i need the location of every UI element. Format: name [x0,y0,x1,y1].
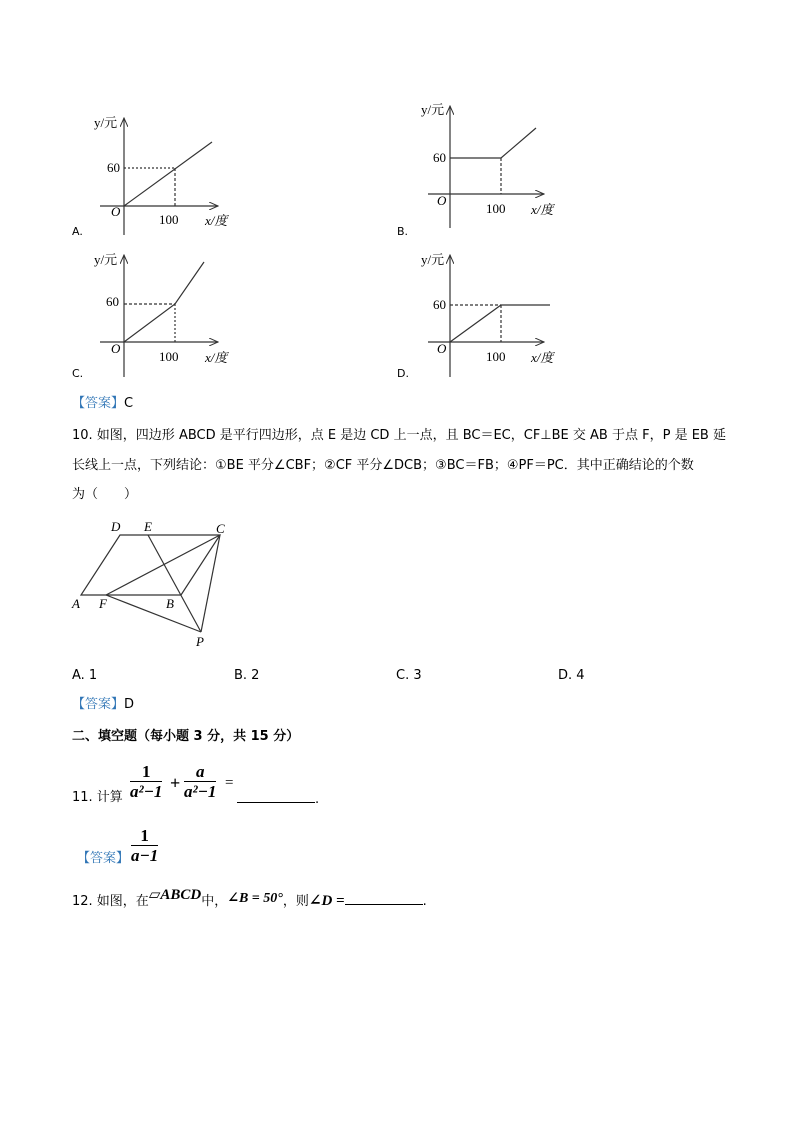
q11-answer-blank[interactable] [237,790,319,808]
point-c-label: C [216,521,225,536]
option-c-label: C. [72,367,84,380]
segment-fp [106,595,201,632]
q10-option-d: D. 4 [558,668,585,683]
q11-answer-tag: 【答案】 [77,851,130,866]
angle-b-given: ∠B = 50° [227,891,283,906]
option-d-label: D. [397,367,409,380]
graph-d-y-tick: 60 [433,297,446,312]
graph-d-x-tick: 100 [486,349,506,364]
graph-a-y-tick: 60 [107,160,120,175]
point-a-label: A [72,596,80,611]
answer-value: C [124,396,134,411]
q12-mid: 中， [201,894,228,909]
point-d-label: D [111,519,121,534]
point-p-label: P [196,634,204,649]
section-heading: 二、填空题（每小题 3 分，共 15 分） [72,729,300,744]
graph-c-y-tick: 60 [106,294,119,309]
parallelogram-abcd-label: ▱ABCD [148,887,202,903]
graph-b-y-label: y/元 [421,102,445,117]
answer-value: D [124,697,135,712]
q11-prefix: 11. 计算 [72,790,123,805]
graph-b-y-tick: 60 [433,150,446,165]
graph-c-y-label: y/元 [94,252,118,267]
period: . [422,894,427,909]
fraction-numerator: 1 [141,762,151,781]
fraction-denominator: a²−1 [184,782,217,801]
q11-answer-fraction [131,826,158,865]
graph-d-origin: O [437,341,447,356]
q12-answer-blank[interactable] [345,892,423,905]
graph-d-x-label: x/度 [531,350,554,365]
q11-fraction-2 [184,762,216,801]
point-b-label: B [166,596,174,611]
fraction-denominator: a²−1 [130,782,163,801]
fraction-numerator: 1 [140,826,149,845]
graph-b-x-tick: 100 [486,201,506,216]
equals-sign: = [225,775,234,791]
graph-b-x-label: x/度 [531,202,554,217]
q10-line-2: 长线上一点，下列结论：①BE 平分∠CBF；②CF 平分∠DCB；③BC＝FB；④PF＝PC．其中正确结论的个数 [72,458,694,473]
graph-d-y-label: y/元 [421,252,445,267]
q10-option-b: B. 2 [234,668,260,683]
segment-fc [106,535,220,595]
q12-prefix: 12. 如图，在 [72,894,149,909]
q10-answer [72,697,134,713]
point-e-label: E [144,519,152,534]
graph-a-origin: O [111,204,121,219]
parallelogram-abcd [81,535,220,595]
graph-c-x-label: x/度 [205,350,228,365]
graph-a-y-label: y/元 [94,115,118,130]
graph-a-x-tick: 100 [159,212,179,227]
fraction-denominator: a−1 [131,846,159,865]
option-a-label: A. [72,225,83,238]
plus-sign: + [170,773,181,793]
q10-line-3: 为（ ） [72,487,138,502]
graph-c-origin: O [111,341,121,356]
q11-fraction-1 [130,762,162,801]
angle-d-ask: ∠D = [308,893,345,909]
point-f-label: F [99,596,107,611]
graph-b-origin: O [437,193,447,208]
graph-c-x-tick: 100 [159,349,179,364]
q12-line [72,887,427,910]
option-b-label: B. [397,225,409,238]
q10-option-c: C. 3 [396,668,422,683]
q12-comma: ，则 [282,894,309,909]
q10-line-1: 10. 如图，四边形 ABCD 是平行四边形，点 E 是边 CD 上一点，且 BC＝EC，CF⊥BE 交 AB 于点 F，P 是 EB 延 [72,428,726,443]
answer-tag: 【答案】 [72,697,125,712]
answer-tag: 【答案】 [72,396,125,411]
graph-a-x-label: x/度 [205,213,228,228]
period: . [315,792,320,807]
fraction-numerator: a [195,762,205,781]
q10-option-a: A. 1 [72,668,98,683]
